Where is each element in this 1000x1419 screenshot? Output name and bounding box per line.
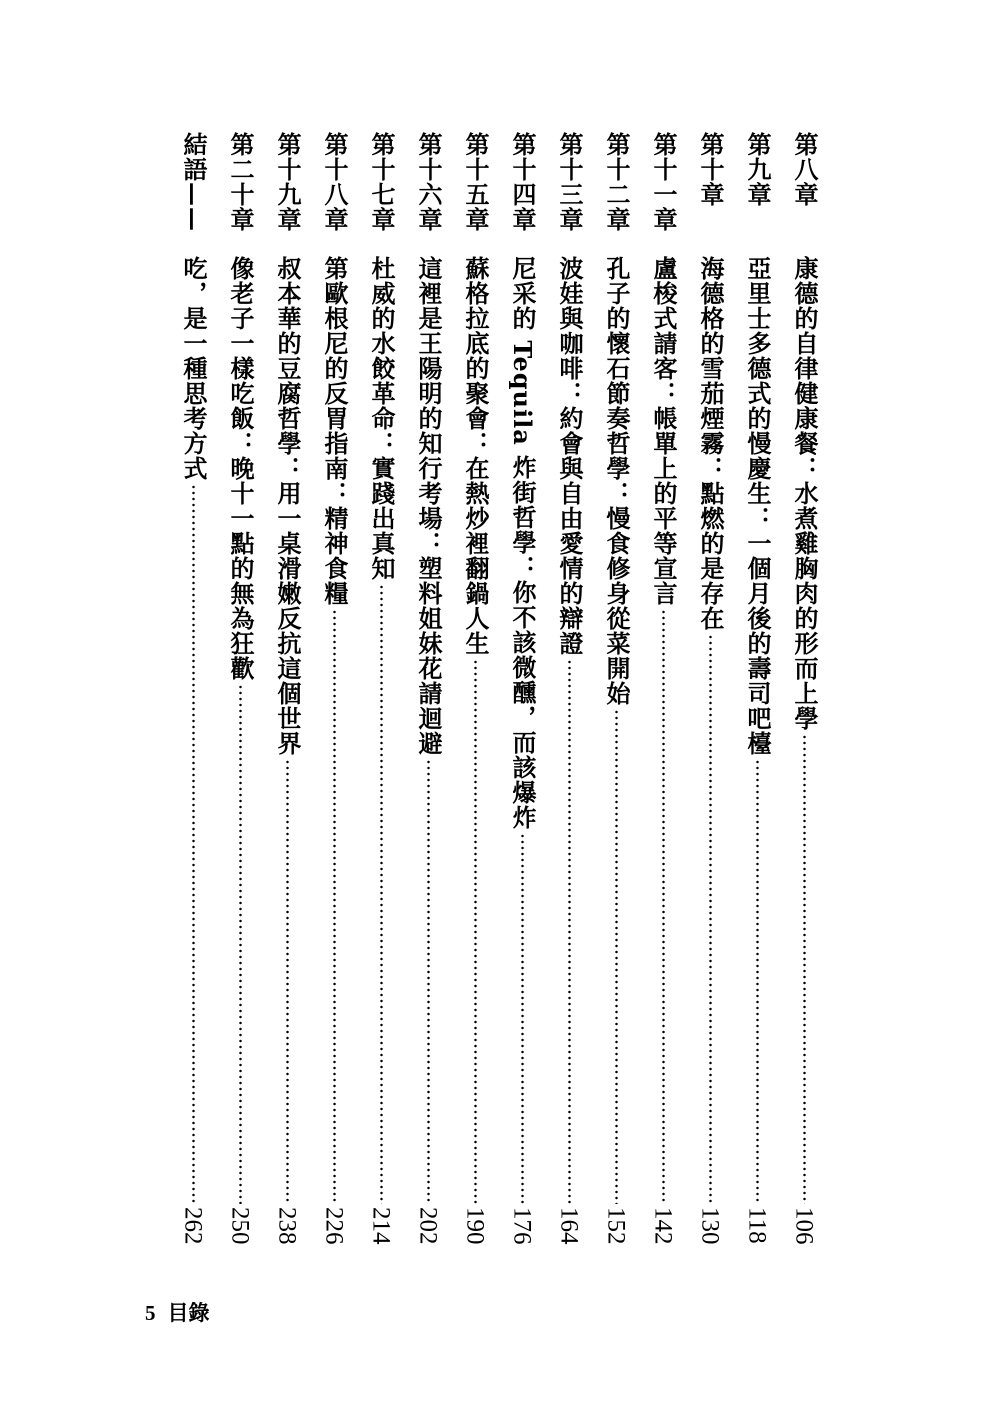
- chapter-title: 孔子的懷石節奏哲學：慢食修身從菜開始: [602, 256, 631, 706]
- toc-entry[interactable]: [222, 132, 258, 1244]
- dot-leader: [568, 659, 571, 1204]
- chapter-number: 第十二章: [602, 132, 631, 232]
- chapter-title: 尼采的 Tequila 炸街哲學：你不該微醺，而該爆炸: [508, 256, 537, 831]
- chapter-title: 杜威的水餃革命：實踐出真知: [367, 256, 396, 581]
- dot-leader: [427, 759, 430, 1204]
- chapter-number: 第十八章: [320, 132, 349, 232]
- chapter-title: 海德格的雪茄煙霧：點燃的是存在: [696, 256, 725, 631]
- page-number: 164: [555, 1206, 583, 1244]
- chapter-number: 結語——: [179, 132, 208, 232]
- toc-entry[interactable]: [645, 132, 681, 1244]
- toc-entry[interactable]: [363, 132, 399, 1244]
- page-number: 214: [367, 1206, 395, 1244]
- page-number: 262: [179, 1206, 207, 1244]
- toc-entry[interactable]: [269, 132, 305, 1244]
- dot-leader: [521, 833, 524, 1203]
- page-number: 176: [508, 1206, 536, 1244]
- dot-leader: [333, 609, 336, 1204]
- chapter-number: 第十章: [696, 132, 725, 207]
- dot-leader: [803, 734, 806, 1204]
- toc-entry[interactable]: [316, 132, 352, 1244]
- toc-entry[interactable]: [457, 132, 493, 1244]
- dot-leader: [709, 634, 712, 1204]
- chapter-title: 康德的自律健康餐：水煮雞胸肉的形而上學: [790, 256, 819, 731]
- page-number: 226: [320, 1206, 348, 1244]
- chapter-number: 第十六章: [414, 132, 443, 232]
- dot-leader: [662, 609, 665, 1204]
- toc-entry[interactable]: [175, 132, 211, 1244]
- page-number: 118: [743, 1207, 771, 1244]
- toc-entry[interactable]: [739, 132, 775, 1244]
- page-number: 152: [602, 1206, 630, 1244]
- chapter-number: 第八章: [790, 132, 819, 207]
- toc-entry[interactable]: [692, 132, 728, 1244]
- footer-section-title: 目錄: [167, 1300, 210, 1325]
- chapter-title: 像老子一樣吃飯：晚十一點的無為狂歡: [226, 256, 255, 681]
- chapter-number: 第十四章: [508, 132, 537, 232]
- chapter-title: 亞里士多德式的慢慶生：一個月後的壽司吧檯: [743, 256, 772, 756]
- page-number: 190: [461, 1206, 489, 1244]
- toc-entry[interactable]: [504, 132, 540, 1244]
- dot-leader: [192, 484, 195, 1204]
- dot-leader: [239, 684, 242, 1204]
- table-of-contents: [175, 132, 822, 1244]
- page-footer: [145, 1297, 210, 1327]
- footer-page-number: 5: [145, 1301, 156, 1325]
- chapter-number: 第十七章: [367, 132, 396, 232]
- chapter-title: 吃，是一種思考方式: [179, 256, 208, 481]
- chapter-title: 第歐根尼的反胃指南：精神食糧: [320, 256, 349, 606]
- chapter-number: 第十一章: [649, 132, 678, 232]
- chapter-title: 這裡是王陽明的知行考場：塑料姐妹花請迴避: [414, 256, 443, 756]
- dot-leader: [756, 759, 759, 1204]
- toc-entry[interactable]: [786, 132, 822, 1244]
- chapter-number: 第二十章: [226, 132, 255, 232]
- dot-leader: [380, 584, 383, 1204]
- chapter-title: 盧梭式請客：帳單上的平等宣言: [649, 256, 678, 606]
- page-number: 106: [790, 1206, 818, 1244]
- toc-entry[interactable]: [598, 132, 634, 1244]
- chapter-title: 叔本華的豆腐哲學：用一桌滑嫩反抗這個世界: [273, 256, 302, 756]
- toc-entry[interactable]: [551, 132, 587, 1244]
- page-number: 202: [414, 1206, 442, 1244]
- page-number: 250: [226, 1206, 254, 1244]
- chapter-number: 第十九章: [273, 132, 302, 232]
- page-number: 130: [696, 1206, 724, 1244]
- chapter-number: 第九章: [743, 132, 772, 207]
- page-number: 142: [649, 1206, 677, 1244]
- chapter-title: 蘇格拉底的聚會：在熱炒裡翻鍋人生: [461, 256, 490, 656]
- page-number: 238: [273, 1206, 301, 1244]
- chapter-number: 第十三章: [555, 132, 584, 232]
- dot-leader: [615, 709, 618, 1204]
- chapter-number: 第十五章: [461, 132, 490, 232]
- chapter-title: 波娃與咖啡：約會與自由愛情的辯證: [555, 256, 584, 656]
- toc-entry[interactable]: [410, 132, 446, 1244]
- dot-leader: [474, 659, 477, 1204]
- dot-leader: [286, 759, 289, 1204]
